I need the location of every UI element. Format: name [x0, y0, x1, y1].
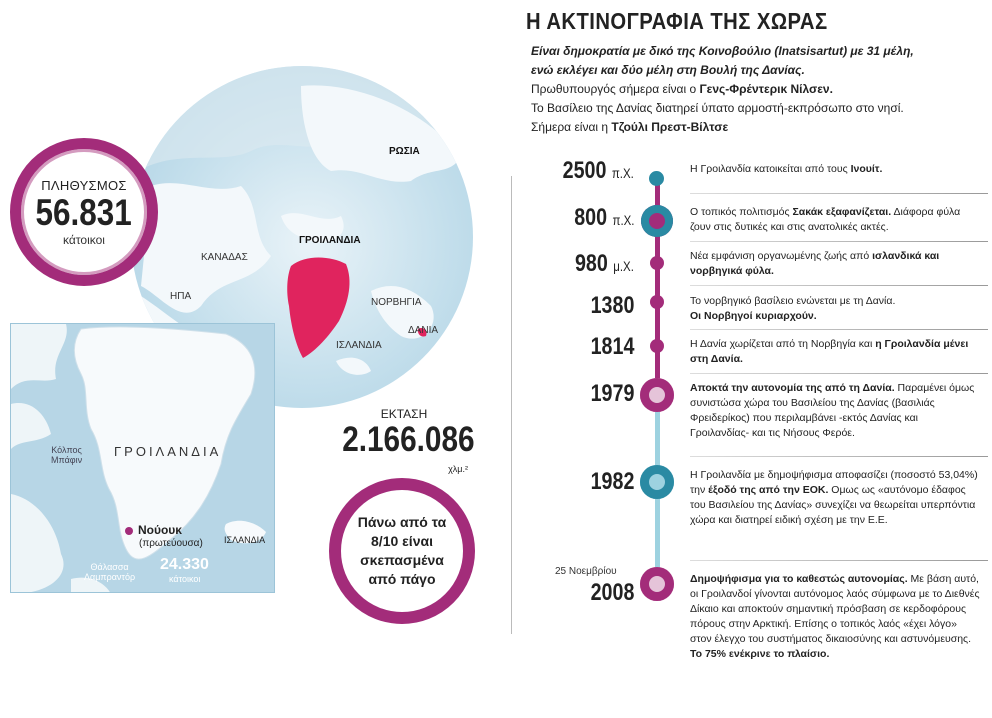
- map-label-capital: Νούουκ: [138, 523, 182, 537]
- globe-label-norway: ΝΟΡΒΗΓΙΑ: [371, 297, 422, 308]
- year-1380-value: 1380: [590, 292, 634, 319]
- entry-1380-pre: Το νορβηγικό βασίλειο ενώνεται με τη Δανία.: [690, 295, 896, 307]
- population-value: 56.831: [35, 191, 133, 233]
- map-label-baffin: Κόλπος Μπάφιν: [51, 445, 83, 465]
- timeline-entry-1814: [690, 337, 980, 367]
- globe-label-russia: ΡΩΣΙΑ: [389, 146, 420, 157]
- year-1979: [590, 380, 634, 408]
- globe-label-greenland: ΓΡΟΙΛΑΝΔΙΑ: [299, 235, 361, 246]
- year-1380: [590, 292, 634, 320]
- intro-line-3-pre: Πρωθυπουργός σήμερα είναι ο: [531, 82, 700, 96]
- year-2008: [590, 579, 634, 607]
- year-800-suffix: π.Χ.: [612, 212, 634, 228]
- intro-line-5-pre: Σήμερα είναι η: [531, 120, 612, 134]
- intro-line-4: Το Βασίλειο της Δανίας διατηρεί ύπατο αρμοστή-εκπρόσωπο στο νησί.: [531, 101, 904, 115]
- map-label-capital-note: (πρωτεύουσα): [139, 538, 203, 549]
- globe-label-canada: ΚΑΝΑΔΑΣ: [201, 252, 248, 263]
- timeline-entry-2500: [690, 162, 980, 177]
- year-1814-value: 1814: [590, 333, 634, 360]
- timeline-rule: [690, 285, 988, 286]
- timeline-dot-2008: [640, 567, 674, 601]
- timeline-entry-980: [690, 249, 980, 279]
- year-800: [574, 204, 634, 232]
- timeline-rule: [690, 560, 988, 561]
- year-2008-pre-label: 25 Νοεμβρίου: [555, 566, 617, 577]
- map-label-greenland: ΓΡΟΙΛΑΝΔΙΑ: [114, 444, 222, 459]
- timeline-dot-2500: [649, 171, 664, 186]
- timeline-rule: [690, 456, 988, 457]
- entry-800-bold: Σακάκ εξαφανίζεται.: [792, 206, 892, 218]
- entry-1814-pre: Η Δανία χωρίζεται από τη Νορβηγία και: [690, 338, 876, 350]
- intro-text: [531, 42, 981, 137]
- timeline-rule: [690, 193, 988, 194]
- timeline-entry-1380: [690, 294, 980, 324]
- entry-2008-post: Με βάση αυτό, οι Γροιλανδοί γίνονται αυτόνομος λαός σύμφωνα με το Διεθνές Δίκαιο και αποκτούν σημαντική πρόσβαση σε κερδοφόρους πόρους στην Αρκτική. Επίσης ο τοπικός λαός «έχει λόγο» στον έλεγχο του συστήματος δικαιοσύνης και αστυνόμευσης.: [690, 573, 980, 645]
- timeline-dot-1814: [650, 339, 664, 353]
- entry-1814-bold: η Γροιλανδία μένει στη Δανία.: [690, 338, 969, 365]
- ice-circle: [329, 478, 475, 624]
- greenland-detail-map: [10, 323, 275, 593]
- entry-800-post: Διάφορα φύλα ζουν στις δυτικές και στις ανατολικές ακτές.: [690, 206, 961, 233]
- column-divider: [511, 176, 512, 634]
- timeline-dot-980: [650, 256, 664, 270]
- area-label: ΕΚΤΑΣΗ: [380, 407, 428, 421]
- year-980-value: 980: [575, 250, 608, 277]
- area-block: [320, 407, 475, 477]
- entry-2008-end: Το 75% ενέκρινε το πλαίσιο.: [690, 648, 830, 660]
- intro-line-5-bold: Τζούλι Πρεστ-Βίλτσε: [611, 120, 729, 134]
- area-unit: χλμ.²: [448, 464, 468, 474]
- entry-1380-bold: Οι Νορβηγοί κυριαρχούν.: [690, 310, 817, 322]
- intro-line-5: [531, 118, 981, 137]
- year-800-value: 800: [573, 204, 607, 231]
- entry-1979-bold: Αποκτά την αυτονομία της από τη Δανία.: [690, 382, 895, 394]
- intro-line-3: [531, 80, 981, 99]
- year-2500: [563, 157, 634, 185]
- year-2008-value: 2008: [590, 579, 634, 606]
- timeline-entry-1979: [690, 381, 980, 441]
- population-circle: [10, 138, 158, 286]
- population-label: ΠΛΗΘΥΣΜΟΣ: [41, 177, 127, 193]
- map-label-capital-pop: 24.330: [160, 556, 209, 573]
- timeline-rule: [690, 373, 988, 374]
- entry-980-pre: Νέα εμφάνιση οργανωμένης ζωής από: [690, 250, 873, 262]
- map-label-labrador: Θάλασσα Λαμπραντόρ: [84, 562, 136, 582]
- entry-2008-bold: Δημοψήφισμα για το καθεστώς αυτονομίας.: [690, 573, 908, 585]
- population-unit: κάτοικοι: [63, 232, 105, 247]
- entry-2500-bold: Ινουίτ.: [850, 163, 883, 175]
- year-980: [575, 250, 634, 278]
- ice-text: Πάνω από τα 8/10 είναι σκεπασμένα από πάγο: [357, 514, 447, 587]
- entry-1982-pre: Η Γροιλανδία με δημοψήφισμα αποφασίζει (ποσοστό 53,04%) την: [690, 469, 978, 496]
- globe-label-usa: ΗΠΑ: [170, 291, 192, 302]
- entry-1982-bold: έξοδό της από την ΕΟΚ.: [708, 484, 829, 496]
- timeline-dot-1380: [650, 295, 664, 309]
- timeline-entry-1982: [690, 468, 980, 528]
- timeline-dot-800: [641, 205, 673, 237]
- intro-line-3-bold: Γενς-Φρέντερικ Νίλσεν.: [699, 82, 833, 96]
- year-1979-value: 1979: [590, 380, 634, 407]
- entry-800-pre: Ο τοπικός πολιτισμός: [690, 206, 793, 218]
- intro-line-2: ενώ εκλέγει και δύο μέλη στη Βουλή της Δανίας.: [531, 63, 805, 77]
- entry-1979-post: Παραμένει όμως συνιστώσα χώρα του Βασιλείου της Δανίας (βασιλιάς Φρειδερίκος) που περιλαμβάνει -εκτός Δανίας και Γροιλανδίας- και τις Νήσους Φερόε.: [690, 382, 975, 439]
- area-value: 2.166.086: [342, 420, 475, 459]
- timeline-rule: [690, 241, 988, 242]
- entry-2500-pre: Η Γροιλανδία κατοικείται από τους: [690, 163, 851, 175]
- timeline-dot-1979: [640, 378, 674, 412]
- entry-1982-post: Ομως ως «αυτόνομο έδαφος του Βασιλείου της Δανίας» συνεχίζει να θεωρείται υπερπόντια χώρα και διατηρεί ειδική σχέση με την Ε.Ε.: [690, 484, 976, 526]
- timeline-entry-2008: [690, 572, 980, 662]
- map-label-iceland: ΙΣΛΑΝΔΙΑ: [224, 535, 266, 545]
- intro-line-1: Είναι δημοκρατία με δικό της Κοινοβούλιο (Inatsisartut) με 31 μέλη,: [531, 44, 914, 58]
- year-1982: [590, 468, 634, 496]
- year-2500-value: 2500: [562, 157, 607, 184]
- entry-980-bold: ισλανδικά και νορβηγικά φύλα.: [690, 250, 940, 277]
- year-1982-value: 1982: [590, 468, 634, 495]
- page-title: Η ΑΚΤΙΝΟΓΡΑΦΙΑ ΤΗΣ ΧΩΡΑΣ: [526, 8, 828, 34]
- globe-label-denmark: ΔΑΝΙΑ: [408, 325, 439, 336]
- globe-label-iceland: ΙΣΛΑΝΔΙΑ: [336, 340, 382, 351]
- year-1814: [590, 333, 634, 361]
- timeline-rule: [690, 329, 988, 330]
- timeline-dot-1982: [640, 465, 674, 499]
- year-2500-suffix: π.Χ.: [612, 165, 634, 181]
- timeline-entry-800: [690, 205, 980, 235]
- year-980-suffix: μ.Χ.: [613, 258, 634, 274]
- map-label-capital-pop-unit: κάτοικοι: [169, 574, 201, 584]
